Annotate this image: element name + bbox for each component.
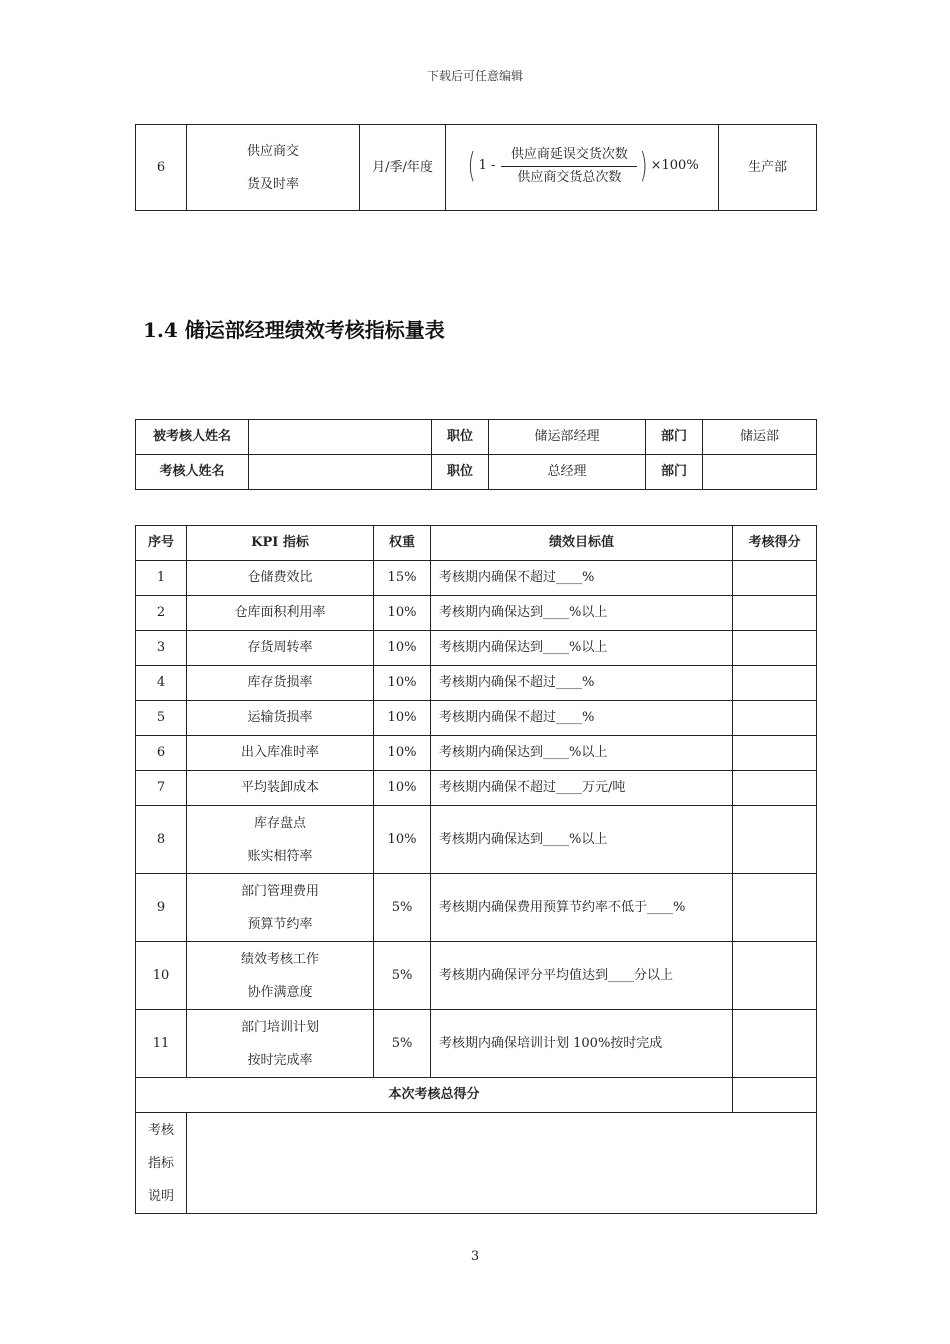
notes-label <box>136 1113 187 1214</box>
table-row <box>136 771 817 806</box>
right-paren: ) <box>640 146 648 187</box>
score-field[interactable] <box>733 561 817 596</box>
row-number: 11 <box>136 1010 187 1078</box>
score-field[interactable] <box>733 806 817 874</box>
table-row <box>136 631 817 666</box>
department-value: 储运部 <box>703 420 817 455</box>
weight: 10% <box>374 631 431 666</box>
target: 考核期内确保达到____%以上 <box>431 736 733 771</box>
kpi-name: 出入库准时率 <box>187 736 374 771</box>
dept-cell: 生产部 <box>719 125 817 211</box>
department-label: 部门 <box>646 455 703 490</box>
table-row <box>136 874 817 942</box>
header-target: 绩效目标值 <box>431 526 733 561</box>
kpi-name-line: 库存盘点 <box>253 815 306 831</box>
supplier-kpi-table <box>135 124 817 211</box>
notes-label-line: 指标 <box>147 1155 174 1171</box>
total-row <box>136 1078 817 1113</box>
weight: 5% <box>374 942 431 1010</box>
target: 考核期内确保不超过____万元/吨 <box>431 771 733 806</box>
notes-field[interactable] <box>187 1113 817 1214</box>
target: 考核期内确保达到____%以上 <box>431 806 733 874</box>
kpi-name-line: 部门培训计划 <box>240 1019 319 1035</box>
score-field[interactable] <box>733 631 817 666</box>
page-number: 3 <box>470 1249 480 1264</box>
table-row <box>136 561 817 596</box>
score-field[interactable] <box>733 942 817 1010</box>
page-header: 下载后可任意编辑 <box>426 69 523 83</box>
department-value[interactable] <box>703 455 817 490</box>
row-number: 10 <box>136 942 187 1010</box>
target: 考核期内确保达到____%以上 <box>431 596 733 631</box>
score-field[interactable] <box>733 771 817 806</box>
notes-row <box>136 1113 817 1214</box>
weight: 10% <box>374 771 431 806</box>
kpi-name <box>187 806 374 874</box>
table-row <box>136 666 817 701</box>
row-number: 7 <box>136 771 187 806</box>
weight: 10% <box>374 806 431 874</box>
kpi-name: 存货周转率 <box>187 631 374 666</box>
table-row <box>136 1010 817 1078</box>
weight: 5% <box>374 874 431 942</box>
position-label: 职位 <box>432 420 489 455</box>
row-number: 6 <box>136 125 187 211</box>
score-field[interactable] <box>733 874 817 942</box>
kpi-name-line: 账实相符率 <box>247 848 313 864</box>
formula-cell <box>446 125 719 211</box>
table-row <box>136 455 817 490</box>
table-row <box>136 806 817 874</box>
kpi-name-line: 货及时率 <box>246 176 299 192</box>
assessor-name-field[interactable] <box>249 455 432 490</box>
row-number: 8 <box>136 806 187 874</box>
kpi-name: 库存货损率 <box>187 666 374 701</box>
target: 考核期内确保达到____%以上 <box>431 631 733 666</box>
weight: 10% <box>374 701 431 736</box>
info-table <box>135 419 817 490</box>
kpi-name <box>187 874 374 942</box>
weight: 10% <box>374 596 431 631</box>
target: 考核期内确保评分平均值达到____分以上 <box>431 942 733 1010</box>
header-kpi: KPI 指标 <box>187 526 374 561</box>
weight: 10% <box>374 666 431 701</box>
table-row <box>136 596 817 631</box>
header-score: 考核得分 <box>733 526 817 561</box>
fraction <box>501 144 637 189</box>
score-field[interactable] <box>733 701 817 736</box>
total-score-label: 本次考核总得分 <box>136 1078 733 1113</box>
kpi-name-cell <box>187 125 360 211</box>
score-field[interactable] <box>733 1010 817 1078</box>
kpi-name-line: 按时完成率 <box>247 1052 313 1068</box>
weight: 5% <box>374 1010 431 1078</box>
target: 考核期内确保不超过____% <box>431 561 733 596</box>
formula-suffix: ×100% <box>650 158 699 174</box>
period-cell: 月/季/年度 <box>360 125 446 211</box>
weight: 10% <box>374 736 431 771</box>
target: 考核期内确保不超过____% <box>431 666 733 701</box>
notes-label-line: 考核 <box>147 1122 174 1138</box>
table-row <box>136 736 817 771</box>
position-label: 职位 <box>432 455 489 490</box>
position-value: 储运部经理 <box>489 420 646 455</box>
department-label: 部门 <box>646 420 703 455</box>
assessee-name-label: 被考核人姓名 <box>136 420 249 455</box>
formula-numerator: 供应商延误交货次数 <box>510 146 628 162</box>
row-number: 1 <box>136 561 187 596</box>
row-number: 3 <box>136 631 187 666</box>
formula-prefix: 1 - <box>478 158 496 174</box>
score-field[interactable] <box>733 736 817 771</box>
target: 考核期内确保培训计划 100%按时完成 <box>431 1010 733 1078</box>
header-no: 序号 <box>136 526 187 561</box>
kpi-name <box>187 1010 374 1078</box>
total-score-field[interactable] <box>733 1078 817 1113</box>
kpi-name: 仓储费效比 <box>187 561 374 596</box>
row-number: 9 <box>136 874 187 942</box>
kpi-table <box>135 525 817 1214</box>
left-paren: ( <box>467 146 476 187</box>
row-number: 2 <box>136 596 187 631</box>
position-value: 总经理 <box>489 455 646 490</box>
header-weight: 权重 <box>374 526 431 561</box>
table-header-row <box>136 526 817 561</box>
table-row <box>136 420 817 455</box>
kpi-name: 运输货损率 <box>187 701 374 736</box>
row-number: 5 <box>136 701 187 736</box>
row-number: 6 <box>136 736 187 771</box>
kpi-name-line: 协作满意度 <box>247 984 313 1000</box>
score-field[interactable] <box>733 596 817 631</box>
table-row <box>136 125 817 211</box>
row-number: 4 <box>136 666 187 701</box>
kpi-name-line: 供应商交 <box>246 143 299 159</box>
formula-denominator: 供应商交货总次数 <box>517 169 622 185</box>
score-field[interactable] <box>733 666 817 701</box>
target: 考核期内确保费用预算节约率不低于____% <box>431 874 733 942</box>
target: 考核期内确保不超过____% <box>431 701 733 736</box>
kpi-name-line: 部门管理费用 <box>240 883 319 899</box>
kpi-name <box>187 942 374 1010</box>
table-row <box>136 942 817 1010</box>
kpi-name-line: 绩效考核工作 <box>240 951 319 967</box>
formula <box>465 144 698 189</box>
assessor-name-label: 考核人姓名 <box>136 455 249 490</box>
weight: 15% <box>374 561 431 596</box>
kpi-name-line: 预算节约率 <box>247 916 313 932</box>
assessee-name-field[interactable] <box>249 420 432 455</box>
section-title: 1.4 储运部经理绩效考核指标量表 <box>143 318 445 342</box>
table-row <box>136 701 817 736</box>
kpi-name: 仓库面积利用率 <box>187 596 374 631</box>
notes-label-line: 说明 <box>147 1188 174 1204</box>
kpi-name: 平均装卸成本 <box>187 771 374 806</box>
